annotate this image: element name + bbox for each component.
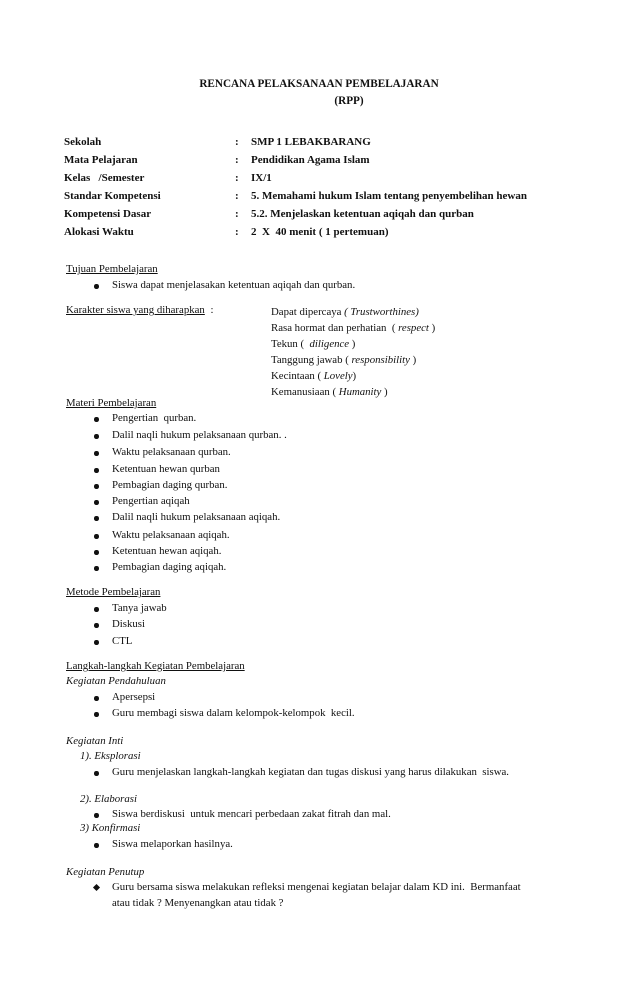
identity-value: 2 X 40 menit ( 1 pertemuan) (251, 226, 389, 238)
bullet-icon (94, 566, 99, 571)
identity-label: Mata Pelajaran (64, 154, 138, 166)
identity-colon: : (235, 208, 239, 220)
bullet-icon (94, 696, 99, 701)
list-item: Dapat dipercaya ( Trustworthines) (271, 306, 419, 318)
document-subtitle: (RPP) (334, 95, 364, 107)
identity-value: SMP 1 LEBAKBARANG (251, 136, 371, 148)
elaborasi-heading: 2). Elaborasi (80, 793, 137, 805)
identity-colon: : (235, 154, 239, 166)
karakter-heading: Karakter siswa yang diharapkan (66, 304, 205, 316)
bullet-icon (94, 534, 99, 539)
identity-value: 5. Memahami hukum Islam tentang penyembelihan hewan (251, 190, 527, 202)
identity-label: Kompetensi Dasar (64, 208, 152, 220)
bullet-icon (94, 607, 99, 612)
bullet-icon (94, 640, 99, 645)
list-item: Kemanusiaan ( Humanity ) (271, 386, 388, 398)
identity-value: 5.2. Menjelaskan ketentuan aqiqah dan qurban (251, 208, 474, 220)
bullet-icon (94, 434, 99, 439)
bullet-icon (94, 843, 99, 848)
karakter-list (271, 304, 435, 400)
pendahuluan-heading: Kegiatan Pendahuluan (66, 675, 166, 687)
bullet-icon (94, 484, 99, 489)
list-item: Tekun ( diligence ) (271, 338, 356, 350)
identity-label: Kelas /Semester (64, 172, 145, 184)
identity-label: Sekolah (64, 136, 102, 148)
identity-label: Standar Kompetensi (64, 190, 161, 202)
bullet-icon (94, 771, 99, 776)
list-item: Kecintaan ( Lovely) (271, 370, 357, 382)
bullet-icon (94, 516, 99, 521)
identity-colon: : (235, 226, 239, 238)
bullet-icon (94, 468, 99, 473)
karakter-heading-row (66, 304, 214, 316)
bullet-icon (94, 550, 99, 555)
identity-colon: : (235, 172, 239, 184)
identity-value: IX/1 (251, 172, 272, 184)
bullet-icon (94, 813, 99, 818)
tujuan-heading: Tujuan Pembelajaran (66, 263, 158, 275)
penutup-heading: Kegiatan Penutup (66, 866, 145, 878)
diamond-bullet-icon (93, 884, 100, 891)
bullet-icon (94, 284, 99, 289)
bullet-icon (94, 500, 99, 505)
inti-heading: Kegiatan Inti (66, 735, 124, 747)
list-item: Tanggung jawab ( responsibility ) (271, 354, 417, 366)
karakter-colon: : (210, 304, 214, 316)
konfirmasi-heading: 3) Konfirmasi (80, 822, 141, 834)
identity-colon: : (235, 136, 239, 148)
list-item-continuation: atau tidak ? Menyenangkan atau tidak ? (112, 897, 284, 909)
identity-colon: : (235, 190, 239, 202)
list-item: Rasa hormat dan perhatian ( respect ) (271, 322, 436, 334)
bullet-icon (94, 417, 99, 422)
bullet-icon (94, 451, 99, 456)
bullet-icon (94, 712, 99, 717)
identity-label: Alokasi Waktu (64, 226, 134, 238)
materi-heading: Materi Pembelajaran (66, 397, 157, 409)
langkah-heading: Langkah-langkah Kegiatan Pembelajaran (66, 660, 245, 672)
identity-value: Pendidikan Agama Islam (251, 154, 370, 166)
eksplorasi-heading: 1). Eksplorasi (80, 750, 141, 762)
bullet-icon (94, 623, 99, 628)
metode-heading: Metode Pembelajaran (66, 586, 161, 598)
document-title: RENCANA PELAKSANAAN PEMBELAJARAN (199, 78, 439, 90)
